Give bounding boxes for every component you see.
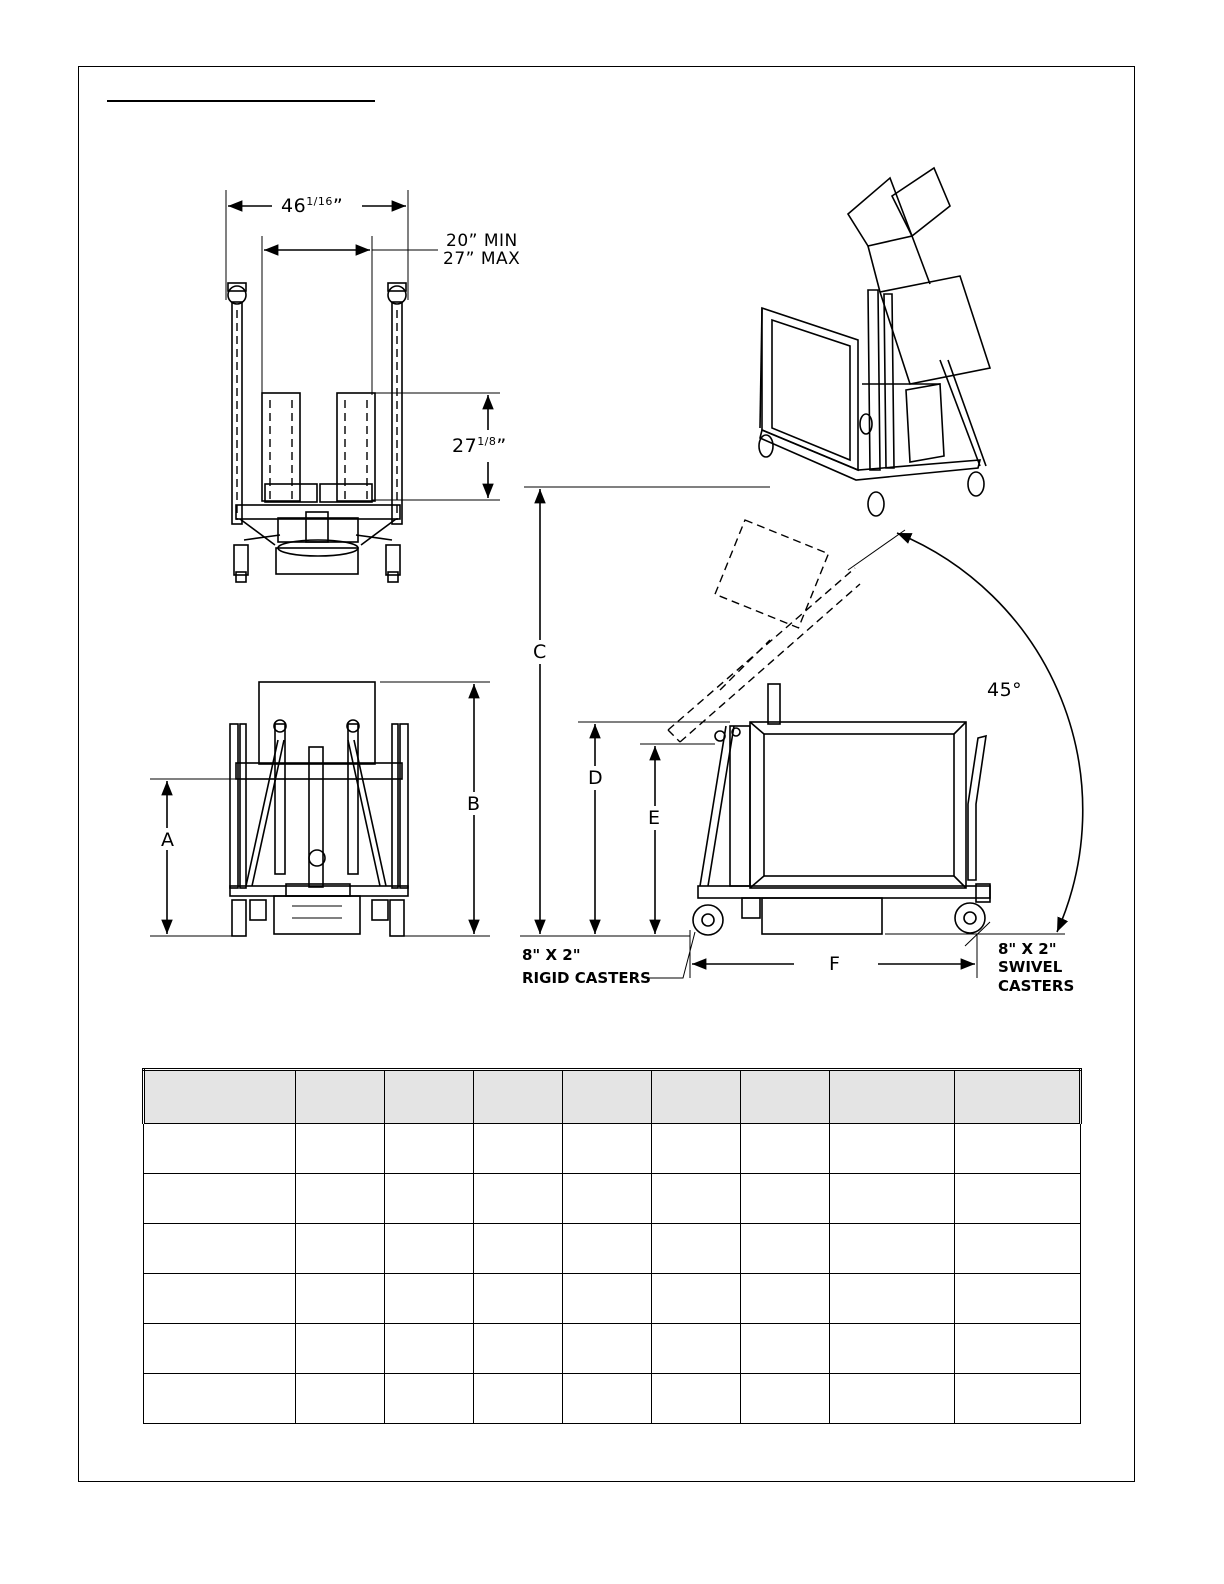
table-cell [652, 1124, 741, 1174]
table-cell [830, 1124, 955, 1174]
fork-height-label: $27^{1/8}$” [452, 435, 507, 457]
table-header-cell [741, 1070, 830, 1124]
table-cell [296, 1224, 385, 1274]
specification-table [142, 1068, 1082, 1424]
table-cell [385, 1224, 474, 1274]
table-cell [385, 1174, 474, 1224]
table-cell [144, 1224, 296, 1274]
table-cell [741, 1124, 830, 1174]
rigid-caster-size: 8" X 2" [522, 946, 581, 964]
side-view [520, 487, 1083, 995]
table-cell [741, 1374, 830, 1424]
table-cell [955, 1224, 1081, 1274]
front-view-top [226, 190, 520, 582]
swivel-caster-label-2: CASTERS [998, 977, 1075, 995]
table-cell [652, 1224, 741, 1274]
rigid-caster-label: RIGID CASTERS [522, 969, 651, 987]
table-cell [474, 1374, 563, 1424]
table-row [144, 1124, 1081, 1174]
table-cell [474, 1324, 563, 1374]
table-cell [652, 1274, 741, 1324]
table-cell [830, 1274, 955, 1324]
table-cell [474, 1224, 563, 1274]
table-cell [830, 1224, 955, 1274]
table-row [144, 1374, 1081, 1424]
table-cell [385, 1124, 474, 1174]
table-row [144, 1274, 1081, 1324]
table-cell [955, 1124, 1081, 1174]
dim-a-label: A [161, 829, 175, 851]
dim-b-label: B [467, 793, 481, 815]
table-cell [830, 1324, 955, 1374]
table-cell [652, 1374, 741, 1424]
dim-f-label: F [829, 953, 841, 975]
dim-e-label: E [648, 807, 661, 829]
table-cell [144, 1274, 296, 1324]
table-header-cell [144, 1070, 296, 1124]
table-cell [474, 1124, 563, 1174]
table-cell [474, 1274, 563, 1324]
table-header-cell [563, 1070, 652, 1124]
table-cell [955, 1274, 1081, 1324]
table-cell [830, 1374, 955, 1424]
dim-d-label: D [588, 767, 604, 789]
fork-max-label: 27” MAX [443, 249, 521, 269]
table-header-cell [830, 1070, 955, 1124]
table-cell [296, 1374, 385, 1424]
table-cell [385, 1274, 474, 1324]
table-cell [955, 1174, 1081, 1224]
isometric-view [759, 168, 990, 516]
table-cell [563, 1174, 652, 1224]
table-cell [955, 1324, 1081, 1374]
table-header-row [144, 1070, 1081, 1124]
table-cell [563, 1224, 652, 1274]
table-cell [741, 1324, 830, 1374]
fork-min-label: 20” MIN [446, 231, 518, 251]
table-cell [144, 1374, 296, 1424]
swivel-caster-label-1: SWIVEL [998, 958, 1063, 976]
table-cell [563, 1374, 652, 1424]
table-cell [296, 1324, 385, 1374]
table-cell [144, 1124, 296, 1174]
table-row [144, 1224, 1081, 1274]
table-cell [296, 1274, 385, 1324]
table-cell [563, 1124, 652, 1174]
table-cell [474, 1174, 563, 1224]
table-cell [563, 1324, 652, 1374]
angle-label: 45° [987, 679, 1023, 701]
table-cell [385, 1374, 474, 1424]
table-cell [144, 1324, 296, 1374]
table-cell [830, 1174, 955, 1224]
table-cell [955, 1374, 1081, 1424]
table-cell [741, 1274, 830, 1324]
table-header-cell [652, 1070, 741, 1124]
table-header-cell [296, 1070, 385, 1124]
table-header-cell [385, 1070, 474, 1124]
overall-width-label: $46^{1/16}$” [281, 195, 344, 217]
table-header-cell [955, 1070, 1081, 1124]
table-cell [741, 1224, 830, 1274]
table-cell [296, 1174, 385, 1224]
table-cell [652, 1324, 741, 1374]
table-cell [296, 1124, 385, 1174]
front-view-bottom [150, 682, 490, 936]
table-cell [385, 1324, 474, 1374]
swivel-caster-size: 8" X 2" [998, 940, 1057, 958]
table-row [144, 1324, 1081, 1374]
table-cell [563, 1274, 652, 1324]
table-cell [144, 1174, 296, 1224]
table-cell [741, 1174, 830, 1224]
dim-c-label: C [533, 641, 547, 663]
table-cell [652, 1174, 741, 1224]
table-header-cell [474, 1070, 563, 1124]
table-row [144, 1174, 1081, 1224]
